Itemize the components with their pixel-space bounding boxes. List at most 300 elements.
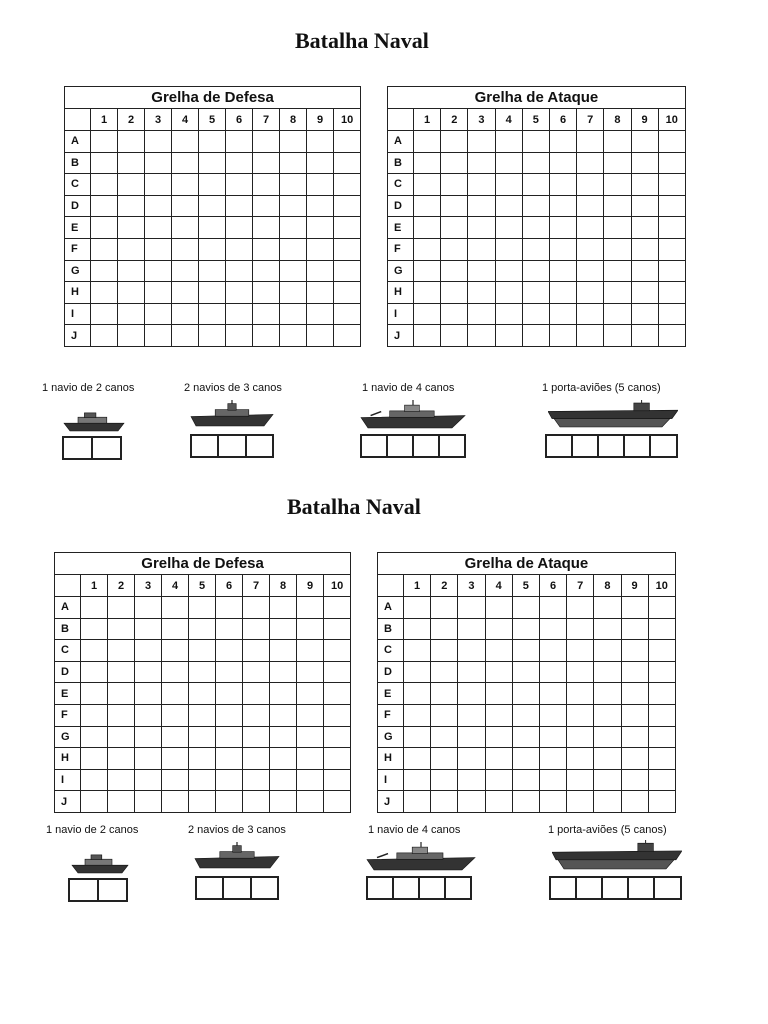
grid-cell[interactable] <box>226 282 253 304</box>
grid-cell[interactable] <box>414 238 441 260</box>
grid-cell[interactable] <box>108 769 135 791</box>
grid-cell[interactable] <box>468 217 495 239</box>
grid-cell[interactable] <box>549 174 576 196</box>
grid-cell[interactable] <box>495 131 522 153</box>
grid-cell[interactable] <box>108 748 135 770</box>
grid-cell[interactable] <box>189 640 216 662</box>
grid-cell[interactable] <box>189 769 216 791</box>
grid-cell[interactable] <box>414 325 441 347</box>
grid-cell[interactable] <box>539 726 566 748</box>
grid-cell[interactable] <box>253 131 280 153</box>
grid-cell[interactable] <box>549 325 576 347</box>
grid-cell[interactable] <box>334 174 361 196</box>
grid-cell[interactable] <box>648 791 675 813</box>
grid-cell[interactable] <box>243 640 270 662</box>
grid-cell[interactable] <box>621 726 648 748</box>
grid-cell[interactable] <box>243 683 270 705</box>
grid-cell[interactable] <box>226 195 253 217</box>
grid-cell[interactable] <box>162 597 189 619</box>
grid-cell[interactable] <box>512 640 539 662</box>
grid-cell[interactable] <box>549 303 576 325</box>
grid-cell[interactable] <box>458 726 485 748</box>
grid-cell[interactable] <box>594 683 621 705</box>
grid-cell[interactable] <box>512 726 539 748</box>
grid-cell[interactable] <box>404 791 431 813</box>
grid-cell[interactable] <box>91 217 118 239</box>
grid-cell[interactable] <box>539 640 566 662</box>
grid-cell[interactable] <box>216 597 243 619</box>
grid-cell[interactable] <box>307 195 334 217</box>
grid-cell[interactable] <box>658 195 685 217</box>
grid-cell[interactable] <box>81 640 108 662</box>
grid-cell[interactable] <box>253 303 280 325</box>
grid-cell[interactable] <box>118 282 145 304</box>
grid-cell[interactable] <box>324 683 351 705</box>
grid-cell[interactable] <box>307 303 334 325</box>
grid-cell[interactable] <box>577 152 604 174</box>
grid-cell[interactable] <box>297 726 324 748</box>
grid-cell[interactable] <box>280 152 307 174</box>
grid-cell[interactable] <box>145 217 172 239</box>
grid-cell[interactable] <box>604 303 631 325</box>
grid-cell[interactable] <box>414 174 441 196</box>
grid-cell[interactable] <box>172 174 199 196</box>
grid-cell[interactable] <box>145 195 172 217</box>
grid-cell[interactable] <box>162 748 189 770</box>
grid-cell[interactable] <box>404 618 431 640</box>
grid-cell[interactable] <box>334 282 361 304</box>
grid-cell[interactable] <box>631 325 658 347</box>
grid-cell[interactable] <box>594 618 621 640</box>
grid-cell[interactable] <box>270 618 297 640</box>
grid-cell[interactable] <box>621 704 648 726</box>
grid-cell[interactable] <box>648 597 675 619</box>
grid-cell[interactable] <box>485 683 512 705</box>
grid-cell[interactable] <box>216 640 243 662</box>
grid-cell[interactable] <box>189 661 216 683</box>
ship-slot[interactable] <box>572 435 598 457</box>
grid-cell[interactable] <box>468 152 495 174</box>
grid-cell[interactable] <box>297 791 324 813</box>
grid-cell[interactable] <box>441 195 468 217</box>
grid-cell[interactable] <box>334 325 361 347</box>
grid-cell[interactable] <box>216 618 243 640</box>
ship-slot[interactable] <box>191 435 218 457</box>
grid-cell[interactable] <box>199 238 226 260</box>
grid-cell[interactable] <box>226 217 253 239</box>
grid-cell[interactable] <box>334 260 361 282</box>
grid-cell[interactable] <box>431 769 458 791</box>
grid-cell[interactable] <box>604 152 631 174</box>
grid-cell[interactable] <box>621 597 648 619</box>
grid-cell[interactable] <box>485 769 512 791</box>
grid-cell[interactable] <box>324 748 351 770</box>
grid-cell[interactable] <box>567 618 594 640</box>
grid-cell[interactable] <box>604 195 631 217</box>
ship-slot[interactable] <box>92 437 121 459</box>
grid-cell[interactable] <box>226 325 253 347</box>
grid-cell[interactable] <box>567 726 594 748</box>
grid-cell[interactable] <box>81 683 108 705</box>
grid-cell[interactable] <box>658 325 685 347</box>
grid-cell[interactable] <box>658 131 685 153</box>
grid-cell[interactable] <box>594 640 621 662</box>
grid-cell[interactable] <box>648 640 675 662</box>
grid-cell[interactable] <box>539 748 566 770</box>
grid-cell[interactable] <box>441 303 468 325</box>
grid-cell[interactable] <box>414 303 441 325</box>
grid-cell[interactable] <box>216 791 243 813</box>
grid-cell[interactable] <box>522 152 549 174</box>
grid-cell[interactable] <box>485 704 512 726</box>
grid-cell[interactable] <box>81 769 108 791</box>
grid-cell[interactable] <box>307 325 334 347</box>
grid-cell[interactable] <box>172 303 199 325</box>
grid-cell[interactable] <box>414 195 441 217</box>
grid-cell[interactable] <box>280 131 307 153</box>
ship-slot[interactable] <box>624 435 650 457</box>
ship-slot[interactable] <box>628 877 654 899</box>
grid-cell[interactable] <box>468 282 495 304</box>
grid-cell[interactable] <box>280 217 307 239</box>
grid-cell[interactable] <box>577 325 604 347</box>
grid-cell[interactable] <box>253 282 280 304</box>
grid-cell[interactable] <box>414 217 441 239</box>
grid-cell[interactable] <box>307 131 334 153</box>
ship-slot[interactable] <box>650 435 676 457</box>
grid-cell[interactable] <box>648 683 675 705</box>
grid-cell[interactable] <box>594 597 621 619</box>
grid-cell[interactable] <box>118 303 145 325</box>
grid-cell[interactable] <box>604 260 631 282</box>
grid-cell[interactable] <box>145 325 172 347</box>
ship-slot[interactable] <box>63 437 92 459</box>
grid-cell[interactable] <box>216 704 243 726</box>
grid-cell[interactable] <box>577 174 604 196</box>
grid-cell[interactable] <box>404 704 431 726</box>
grid-cell[interactable] <box>539 769 566 791</box>
ship-slot[interactable] <box>367 877 393 899</box>
grid-cell[interactable] <box>658 152 685 174</box>
grid-cell[interactable] <box>549 238 576 260</box>
grid-cell[interactable] <box>604 174 631 196</box>
grid-cell[interactable] <box>594 769 621 791</box>
grid-cell[interactable] <box>495 217 522 239</box>
grid-cell[interactable] <box>495 282 522 304</box>
grid-cell[interactable] <box>468 195 495 217</box>
grid-cell[interactable] <box>549 195 576 217</box>
grid-cell[interactable] <box>199 174 226 196</box>
grid-cell[interactable] <box>539 618 566 640</box>
grid-cell[interactable] <box>135 791 162 813</box>
grid-cell[interactable] <box>512 748 539 770</box>
grid-cell[interactable] <box>414 282 441 304</box>
grid-cell[interactable] <box>577 195 604 217</box>
grid-cell[interactable] <box>270 748 297 770</box>
grid-cell[interactable] <box>226 260 253 282</box>
grid-cell[interactable] <box>253 217 280 239</box>
grid-cell[interactable] <box>567 683 594 705</box>
grid-cell[interactable] <box>604 325 631 347</box>
grid-cell[interactable] <box>577 238 604 260</box>
grid-cell[interactable] <box>135 618 162 640</box>
grid-cell[interactable] <box>658 303 685 325</box>
grid-cell[interactable] <box>431 726 458 748</box>
grid-cell[interactable] <box>631 152 658 174</box>
grid-cell[interactable] <box>458 597 485 619</box>
grid-cell[interactable] <box>512 791 539 813</box>
grid-cell[interactable] <box>495 303 522 325</box>
grid-cell[interactable] <box>485 618 512 640</box>
grid-cell[interactable] <box>549 217 576 239</box>
ship-slot[interactable] <box>361 435 387 457</box>
grid-cell[interactable] <box>162 769 189 791</box>
grid-cell[interactable] <box>468 260 495 282</box>
grid-cell[interactable] <box>307 152 334 174</box>
ship-slot[interactable] <box>576 877 602 899</box>
grid-cell[interactable] <box>81 748 108 770</box>
grid-cell[interactable] <box>334 238 361 260</box>
grid-cell[interactable] <box>414 152 441 174</box>
grid-cell[interactable] <box>512 769 539 791</box>
grid-cell[interactable] <box>567 597 594 619</box>
grid-cell[interactable] <box>280 174 307 196</box>
grid-cell[interactable] <box>243 726 270 748</box>
grid-cell[interactable] <box>145 260 172 282</box>
grid-cell[interactable] <box>495 325 522 347</box>
ship-slot[interactable] <box>223 877 250 899</box>
ship-slot[interactable] <box>439 435 465 457</box>
grid-cell[interactable] <box>270 791 297 813</box>
grid-cell[interactable] <box>108 683 135 705</box>
grid-cell[interactable] <box>539 661 566 683</box>
grid-cell[interactable] <box>468 238 495 260</box>
grid-cell[interactable] <box>648 661 675 683</box>
ship-slot[interactable] <box>413 435 439 457</box>
grid-cell[interactable] <box>280 260 307 282</box>
grid-cell[interactable] <box>189 704 216 726</box>
grid-cell[interactable] <box>485 661 512 683</box>
grid-cell[interactable] <box>108 791 135 813</box>
grid-cell[interactable] <box>567 748 594 770</box>
grid-cell[interactable] <box>604 282 631 304</box>
grid-cell[interactable] <box>549 131 576 153</box>
grid-cell[interactable] <box>145 238 172 260</box>
grid-cell[interactable] <box>145 282 172 304</box>
grid-cell[interactable] <box>577 282 604 304</box>
grid-cell[interactable] <box>658 217 685 239</box>
grid-cell[interactable] <box>604 131 631 153</box>
grid-cell[interactable] <box>441 325 468 347</box>
grid-cell[interactable] <box>135 748 162 770</box>
grid-cell[interactable] <box>468 174 495 196</box>
grid-cell[interactable] <box>226 303 253 325</box>
grid-cell[interactable] <box>216 769 243 791</box>
grid-cell[interactable] <box>324 640 351 662</box>
grid-cell[interactable] <box>243 661 270 683</box>
grid-cell[interactable] <box>404 769 431 791</box>
grid-cell[interactable] <box>441 260 468 282</box>
ship-slot[interactable] <box>654 877 680 899</box>
grid-cell[interactable] <box>414 131 441 153</box>
ship-slot[interactable] <box>251 877 278 899</box>
grid-cell[interactable] <box>216 726 243 748</box>
grid-cell[interactable] <box>522 174 549 196</box>
grid-cell[interactable] <box>404 661 431 683</box>
grid-cell[interactable] <box>189 726 216 748</box>
grid-cell[interactable] <box>324 791 351 813</box>
grid-cell[interactable] <box>270 769 297 791</box>
grid-cell[interactable] <box>199 282 226 304</box>
grid-cell[interactable] <box>199 152 226 174</box>
grid-cell[interactable] <box>431 748 458 770</box>
grid-cell[interactable] <box>118 238 145 260</box>
grid-cell[interactable] <box>145 303 172 325</box>
grid-cell[interactable] <box>621 683 648 705</box>
grid-cell[interactable] <box>253 195 280 217</box>
grid-cell[interactable] <box>549 282 576 304</box>
grid-cell[interactable] <box>485 726 512 748</box>
grid-cell[interactable] <box>512 597 539 619</box>
grid-cell[interactable] <box>495 195 522 217</box>
grid-cell[interactable] <box>243 704 270 726</box>
ship-slot[interactable] <box>69 879 98 901</box>
grid-cell[interactable] <box>162 618 189 640</box>
grid-cell[interactable] <box>658 238 685 260</box>
grid-cell[interactable] <box>631 174 658 196</box>
grid-cell[interactable] <box>108 597 135 619</box>
grid-cell[interactable] <box>199 217 226 239</box>
grid-cell[interactable] <box>199 260 226 282</box>
grid-cell[interactable] <box>431 683 458 705</box>
grid-cell[interactable] <box>631 195 658 217</box>
grid-cell[interactable] <box>91 195 118 217</box>
grid-cell[interactable] <box>307 260 334 282</box>
grid-cell[interactable] <box>648 769 675 791</box>
grid-cell[interactable] <box>145 131 172 153</box>
grid-cell[interactable] <box>621 618 648 640</box>
grid-cell[interactable] <box>91 325 118 347</box>
grid-cell[interactable] <box>539 704 566 726</box>
grid-cell[interactable] <box>324 726 351 748</box>
ship-slot[interactable] <box>598 435 624 457</box>
grid-cell[interactable] <box>162 683 189 705</box>
grid-cell[interactable] <box>441 217 468 239</box>
grid-cell[interactable] <box>441 282 468 304</box>
grid-cell[interactable] <box>253 260 280 282</box>
grid-cell[interactable] <box>91 174 118 196</box>
grid-cell[interactable] <box>162 640 189 662</box>
grid-cell[interactable] <box>404 640 431 662</box>
grid-cell[interactable] <box>594 704 621 726</box>
grid-cell[interactable] <box>324 769 351 791</box>
grid-cell[interactable] <box>243 769 270 791</box>
grid-cell[interactable] <box>549 260 576 282</box>
grid-cell[interactable] <box>172 195 199 217</box>
grid-cell[interactable] <box>297 640 324 662</box>
grid-cell[interactable] <box>118 325 145 347</box>
grid-cell[interactable] <box>172 325 199 347</box>
grid-cell[interactable] <box>226 174 253 196</box>
grid-cell[interactable] <box>81 661 108 683</box>
grid-cell[interactable] <box>631 260 658 282</box>
grid-cell[interactable] <box>135 597 162 619</box>
grid-cell[interactable] <box>118 217 145 239</box>
grid-cell[interactable] <box>216 748 243 770</box>
grid-cell[interactable] <box>431 704 458 726</box>
grid-cell[interactable] <box>280 195 307 217</box>
grid-cell[interactable] <box>216 661 243 683</box>
grid-cell[interactable] <box>539 683 566 705</box>
grid-cell[interactable] <box>243 618 270 640</box>
grid-cell[interactable] <box>135 769 162 791</box>
grid-cell[interactable] <box>199 325 226 347</box>
grid-cell[interactable] <box>297 618 324 640</box>
ship-slot[interactable] <box>196 877 223 899</box>
grid-cell[interactable] <box>512 683 539 705</box>
grid-cell[interactable] <box>658 174 685 196</box>
grid-cell[interactable] <box>431 640 458 662</box>
grid-cell[interactable] <box>594 791 621 813</box>
grid-cell[interactable] <box>253 325 280 347</box>
grid-cell[interactable] <box>522 131 549 153</box>
grid-cell[interactable] <box>270 683 297 705</box>
grid-cell[interactable] <box>199 195 226 217</box>
grid-cell[interactable] <box>216 683 243 705</box>
grid-cell[interactable] <box>468 325 495 347</box>
grid-cell[interactable] <box>458 640 485 662</box>
grid-cell[interactable] <box>135 661 162 683</box>
grid-cell[interactable] <box>270 640 297 662</box>
grid-cell[interactable] <box>253 238 280 260</box>
grid-cell[interactable] <box>189 791 216 813</box>
grid-cell[interactable] <box>567 704 594 726</box>
grid-cell[interactable] <box>658 282 685 304</box>
grid-cell[interactable] <box>108 640 135 662</box>
grid-cell[interactable] <box>108 704 135 726</box>
grid-cell[interactable] <box>243 791 270 813</box>
grid-cell[interactable] <box>81 704 108 726</box>
grid-cell[interactable] <box>189 597 216 619</box>
grid-cell[interactable] <box>162 704 189 726</box>
grid-cell[interactable] <box>334 195 361 217</box>
grid-cell[interactable] <box>172 260 199 282</box>
grid-cell[interactable] <box>172 217 199 239</box>
grid-cell[interactable] <box>458 791 485 813</box>
grid-cell[interactable] <box>458 769 485 791</box>
grid-cell[interactable] <box>297 661 324 683</box>
ship-slot[interactable] <box>98 879 127 901</box>
grid-cell[interactable] <box>253 152 280 174</box>
grid-cell[interactable] <box>631 131 658 153</box>
grid-cell[interactable] <box>199 303 226 325</box>
grid-cell[interactable] <box>162 726 189 748</box>
grid-cell[interactable] <box>431 597 458 619</box>
grid-cell[interactable] <box>431 618 458 640</box>
grid-cell[interactable] <box>280 325 307 347</box>
grid-cell[interactable] <box>199 131 226 153</box>
grid-cell[interactable] <box>91 260 118 282</box>
grid-cell[interactable] <box>270 704 297 726</box>
grid-cell[interactable] <box>297 597 324 619</box>
grid-cell[interactable] <box>539 791 566 813</box>
grid-cell[interactable] <box>404 683 431 705</box>
grid-cell[interactable] <box>631 238 658 260</box>
grid-cell[interactable] <box>280 303 307 325</box>
grid-cell[interactable] <box>280 238 307 260</box>
grid-cell[interactable] <box>512 704 539 726</box>
grid-cell[interactable] <box>577 260 604 282</box>
